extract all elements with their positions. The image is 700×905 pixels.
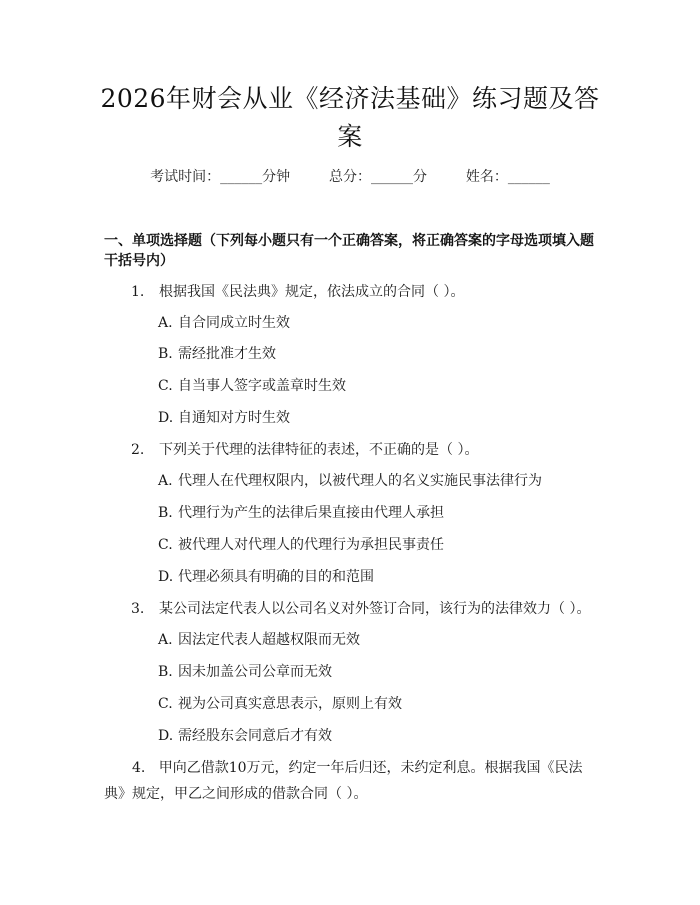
option-text: 自通知对方时生效 bbox=[178, 410, 290, 426]
option-3a bbox=[158, 630, 360, 650]
option-1c bbox=[158, 376, 346, 396]
option-text: 需经批准才生效 bbox=[178, 346, 276, 362]
option-letter: A. bbox=[158, 632, 173, 648]
option-text: 自当事人签字或盖章时生效 bbox=[178, 378, 346, 394]
document-title: 2026年财会从业《经济法基础》练习题及答案 bbox=[100, 84, 600, 151]
question-stem: 某公司法定代表人以公司名义对外签订合同，该行为的法律效力（ ）。 bbox=[159, 601, 591, 617]
option-text: 需经股东会同意后才有效 bbox=[178, 728, 332, 744]
option-letter: C. bbox=[158, 537, 173, 553]
option-letter: B. bbox=[158, 664, 173, 680]
option-text: 代理行为产生的法律后果直接由代理人承担 bbox=[178, 505, 444, 521]
option-1b bbox=[158, 344, 276, 364]
question-stem: 下列关于代理的法律特征的表述，不正确的是（ ）。 bbox=[159, 442, 479, 458]
exam-time-field: 考试时间：______分钟 bbox=[150, 169, 291, 185]
student-name-field: 姓名：______ bbox=[465, 169, 550, 185]
option-text: 因未加盖公司公章而无效 bbox=[178, 664, 332, 680]
total-score-field: 总分：______分 bbox=[329, 169, 427, 185]
option-text: 被代理人对代理人的代理行为承担民事责任 bbox=[178, 537, 444, 553]
option-3b bbox=[158, 662, 332, 682]
question-3 bbox=[131, 597, 590, 621]
question-number: 2. bbox=[131, 442, 145, 458]
question-stem: 根据我国《民法典》规定，依法成立的合同（ ）。 bbox=[159, 284, 465, 300]
option-text: 代理人在代理权限内，以被代理人的名义实施民事法律行为 bbox=[178, 473, 542, 489]
option-letter: B. bbox=[158, 505, 173, 521]
option-letter: D. bbox=[158, 410, 174, 426]
question-1 bbox=[131, 280, 464, 304]
option-text: 视为公司真实意思表示，原则上有效 bbox=[178, 696, 402, 712]
option-letter: A. bbox=[158, 473, 173, 489]
option-letter: C. bbox=[158, 696, 173, 712]
option-letter: B. bbox=[158, 346, 173, 362]
option-text: 因法定代表人超越权限而无效 bbox=[178, 632, 360, 648]
question-stem: 甲向乙借款10万元，约定一年后归还，未约定利息。根据我国《民法典》规定，甲乙之间形成的借款合同（ ）。 bbox=[104, 760, 583, 802]
question-number: 3. bbox=[131, 601, 145, 617]
question-number: 1. bbox=[131, 284, 145, 300]
option-letter: C. bbox=[158, 378, 173, 394]
question-number: 4. bbox=[132, 760, 146, 776]
option-3d bbox=[158, 726, 332, 746]
option-letter: D. bbox=[158, 728, 174, 744]
question-4 bbox=[104, 755, 591, 807]
option-2a bbox=[158, 471, 542, 491]
section-heading: 一、单项选择题（下列每小题只有一个正确答案，将正确答案的字母选项填入题干括号内） bbox=[104, 233, 594, 269]
exam-info-line bbox=[0, 167, 700, 187]
question-2 bbox=[131, 438, 478, 462]
option-3c bbox=[158, 694, 402, 714]
option-letter: A. bbox=[158, 315, 173, 331]
option-text: 自合同成立时生效 bbox=[178, 315, 290, 331]
option-letter: D. bbox=[158, 569, 174, 585]
option-1a bbox=[158, 313, 290, 333]
option-2d bbox=[158, 567, 374, 587]
option-text: 代理必须具有明确的目的和范围 bbox=[178, 569, 374, 585]
option-2c bbox=[158, 535, 444, 555]
option-2b bbox=[158, 503, 444, 523]
option-1d bbox=[158, 408, 290, 428]
